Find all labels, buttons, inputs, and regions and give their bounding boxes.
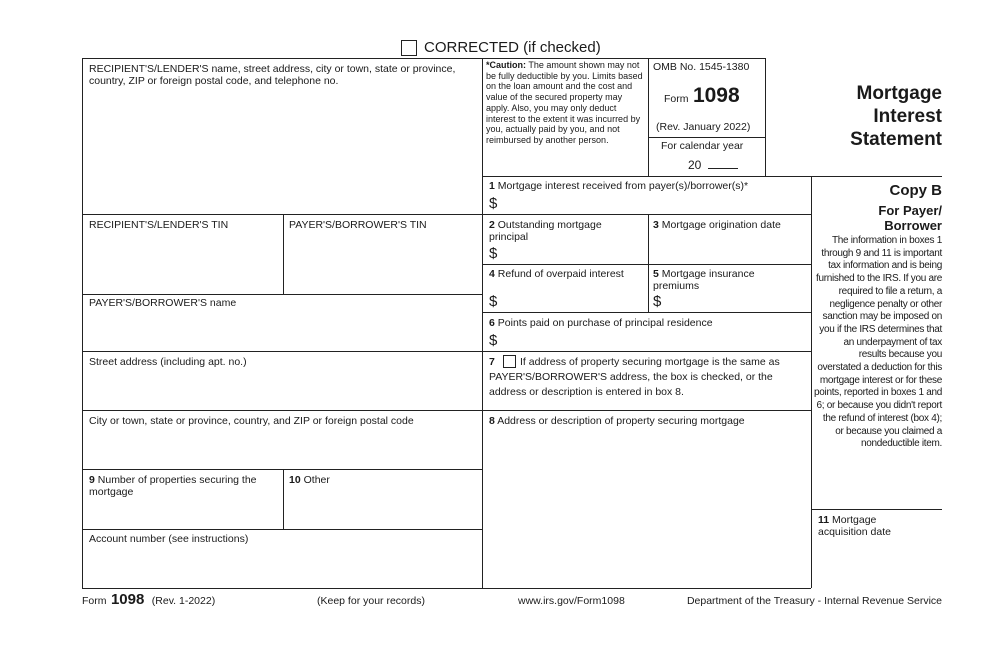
box-4-dollar-sign: $ (489, 293, 498, 310)
payer-tin-label: PAYER'S/BORROWER'S TIN (289, 219, 427, 231)
account-number-field[interactable] (84, 548, 480, 586)
box-3-label: 3 Mortgage origination date (653, 219, 781, 231)
title-line-2: Interest (873, 106, 942, 127)
payer-name-field[interactable] (84, 312, 480, 349)
box-2-dollar-sign: $ (489, 245, 498, 262)
footer-form-id (82, 591, 215, 609)
box-10-label: 10 Other (289, 474, 330, 486)
city-state-zip-label: City or town, state or province, country, and ZIP or foreign postal code (89, 415, 414, 427)
copy-b-notice: The information in boxes 1 through 9 and 11 is important tax information and is being furnished to the IRS. If you are required to file a return, a negligence penalty or other sanction may be imposed on you if the IRS determines that an underpayment of tax results because you overstated a deduction for this mortgage interest or for these points, reported in boxes 1 and 6; or because you didn't report the refund of interest (box 4); or because you claimed a nondeductible item. (814, 235, 943, 450)
recipient-tin-label: RECIPIENT'S/LENDER'S TIN (89, 219, 229, 231)
form-word: Form (664, 93, 689, 105)
revision-date: (Rev. January 2022) (656, 121, 751, 133)
box-8-label: 8 Address or description of property securing mortgage (489, 415, 745, 427)
street-address-label: Street address (including apt. no.) (89, 356, 247, 368)
caution-bold: *Caution: (486, 60, 526, 70)
footer-revision: (Rev. 1-2022) (151, 595, 216, 607)
box-1-label: 1 Mortgage interest received from payer(s)/borrower(s)* (489, 180, 749, 192)
street-address-field[interactable] (84, 371, 480, 408)
calendar-year-field[interactable] (688, 156, 738, 174)
box-2-label: 2 Outstanding mortgage principal (489, 219, 602, 243)
copy-b-subtitle-1: For Payer/ (878, 203, 942, 218)
box-6-label: 6 Points paid on purchase of principal residence (489, 317, 713, 329)
city-state-zip-field[interactable] (84, 430, 480, 467)
box-2-outstanding-principal-field[interactable] (500, 244, 645, 262)
payer-tin-field[interactable] (285, 234, 480, 292)
title-line-3: Statement (850, 129, 942, 150)
form-number: 1098 (692, 84, 740, 107)
box-7-number: 7 (489, 356, 495, 368)
recipient-tin-field[interactable] (84, 234, 281, 292)
box-9-number-of-properties-field[interactable] (84, 500, 281, 527)
calendar-year-label: For calendar year (661, 140, 744, 152)
corrected-label: CORRECTED (if checked) (424, 39, 601, 56)
copy-b-subtitle-2: Borrower (884, 218, 942, 233)
box-11-label: 11 Mortgage acquisition date (818, 514, 891, 538)
corrected-checkbox[interactable] (401, 40, 417, 56)
caution-text: The amount shown may not be fully deductible by you. Limits based on the loan amount and the cost and value of the secured property may apply. Also, you may only deduct interest to the extent it was incurred by you, actually paid by you, and not reimbursed by another person. (486, 60, 643, 145)
omb-number: OMB No. 1545-1380 (653, 61, 750, 73)
footer-form-number: 1098 (110, 591, 145, 608)
title-line-1: Mortgage (856, 83, 942, 104)
box-5-label: 5 Mortgage insurance premiums (653, 268, 755, 292)
box-1-mortgage-interest-field[interactable] (500, 194, 805, 212)
box-5-insurance-premiums-field[interactable] (664, 292, 809, 310)
box-6-points-paid-field[interactable] (500, 331, 805, 349)
form-heading (850, 82, 942, 151)
payer-name-label: PAYER'S/BORROWER'S name (89, 297, 237, 309)
box-1-dollar-sign: $ (489, 195, 498, 212)
box-6-dollar-sign: $ (489, 332, 498, 349)
box-4-label: 4 Refund of overpaid interest (489, 268, 624, 280)
footer-department: Department of the Treasury - Internal Revenue Service (686, 595, 942, 607)
box-5-dollar-sign: $ (653, 293, 662, 310)
recipient-lender-info-field[interactable] (84, 92, 480, 212)
copy-b-heading (878, 182, 942, 233)
footer-irs-url[interactable]: www.irs.gov/Form1098 (518, 595, 625, 607)
footer-form-word: Form (82, 595, 107, 607)
account-number-label: Account number (see instructions) (89, 533, 249, 545)
box-8-property-address-field[interactable] (484, 430, 809, 586)
box-3-origination-date-field[interactable] (650, 234, 809, 262)
copy-b-title: Copy B (889, 182, 942, 199)
footer-keep-records: (Keep for your records) (317, 595, 425, 607)
year-prefix: 20 (688, 158, 702, 172)
box-11-acquisition-date-field[interactable] (813, 540, 941, 586)
box-4-refund-field[interactable] (500, 292, 645, 310)
recipient-lender-info-label: RECIPIENT'S/LENDER'S name, street address, city or town, state or province, country, ZIP or foreign postal code, and telephone no. (89, 63, 456, 87)
box-7-label: If address of property securing mortgage is the same as PAYER'S/BORROWER'S address, the box is checked, or the address or description is entered in box 8. (489, 356, 780, 398)
box-9-label: 9 Number of properties securing the mortgage (89, 474, 257, 498)
box-10-other-field[interactable] (285, 490, 480, 527)
form-title (664, 84, 740, 108)
caution-note (486, 60, 646, 146)
